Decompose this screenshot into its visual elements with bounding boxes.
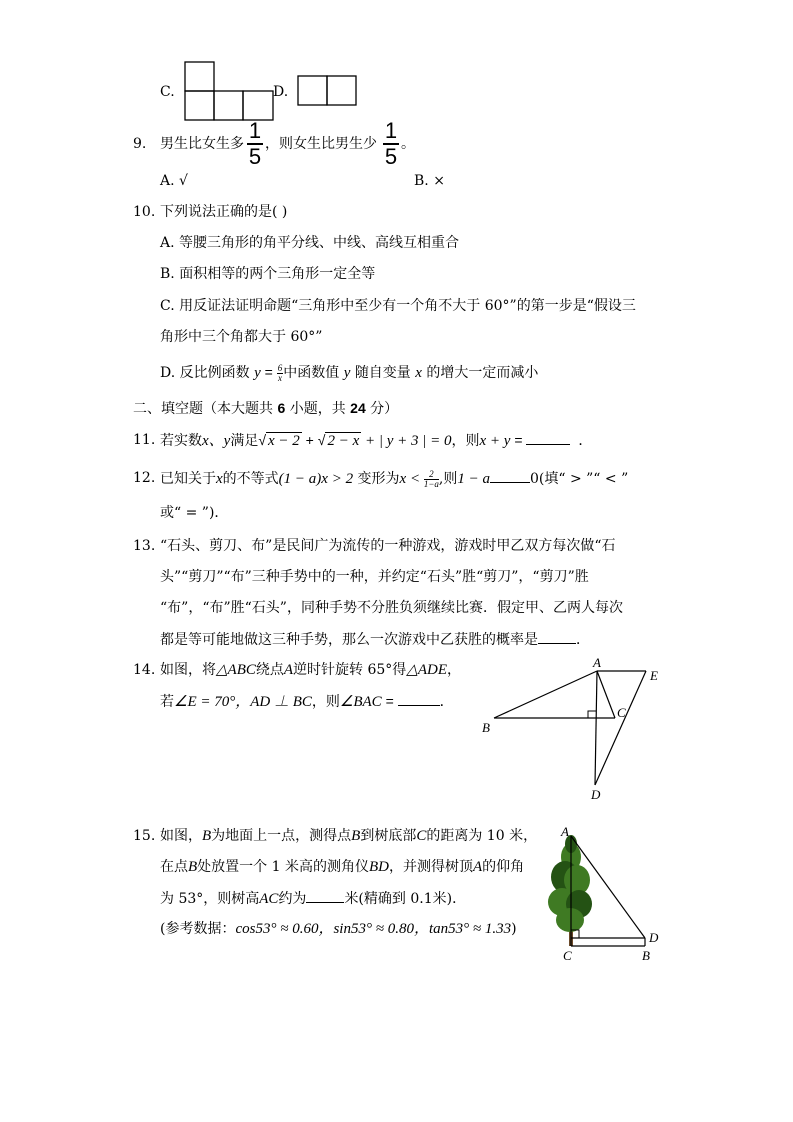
q15-number: 15. — [133, 828, 156, 844]
q10-option-a: A. 等腰三角形的角平分线、中线、高线互相重合 — [160, 235, 460, 251]
q12-answer-blank[interactable] — [490, 468, 530, 483]
q15-l1-pre: 如图， — [160, 828, 202, 844]
q15-l3-mid: 约为 — [278, 891, 307, 907]
q10-number: 10. — [133, 204, 156, 220]
q14-eq: = — [381, 693, 398, 709]
q8-option-d-figure — [297, 75, 359, 107]
q15-l3-pre: 为 53°，则树高 — [160, 891, 260, 907]
q12-text-2: 的不等式 — [222, 471, 279, 487]
q15-l1-end: 的距离为 10 米， — [426, 828, 538, 844]
q10-d-mid2: 随自变量 — [354, 365, 411, 381]
section-2-score: 24 — [350, 400, 366, 416]
q15-answer-blank[interactable] — [306, 888, 344, 903]
q11-sqrt-2: 2 − x — [327, 433, 360, 449]
q14-number: 14. — [133, 662, 156, 678]
q14-l2-end: ． — [439, 694, 454, 710]
q15-line-2 — [160, 857, 524, 877]
q15-line-3 — [160, 888, 466, 909]
q12-inequality: (1 − a)x > 2 — [278, 471, 354, 487]
q12-text-5: 0(填“ > ”“ < ” — [529, 471, 629, 487]
q15-l1-b2: B — [351, 828, 361, 844]
q15-ref-cos: cos53° ≈ 0.60， — [235, 921, 334, 937]
q15-ref-tan: tan53° ≈ 1.33 — [428, 921, 512, 937]
q12-number: 12. — [133, 470, 156, 486]
q11-number: 11. — [133, 432, 156, 448]
q15-l2-pre: 在点 — [160, 859, 188, 875]
q9-fraction-2-numerator: 1 — [384, 118, 398, 143]
q11-line: 若实数x、y满足√ x − 2 + √ 2 − x + | y + 3 | = 0，则x + y = ． — [160, 432, 593, 449]
tree-icon — [548, 835, 592, 946]
q11-eq: = — [510, 432, 527, 448]
q14-l1-mid: 绕点 — [255, 662, 284, 678]
q10-option-d — [160, 362, 538, 383]
q14-line-2 — [160, 691, 454, 712]
q10-d-x: x — [415, 365, 422, 381]
q10-option-c-line-1: C. 用反证法证明命题“三角形中至少有一个角不大于 60°”的第一步是“假设三 — [160, 298, 636, 314]
q10-d-post: 的增大一定而减小 — [426, 365, 539, 381]
q13-line-4-end: ． — [576, 632, 590, 648]
q8-option-c-net-figure — [184, 61, 276, 123]
q12-line-1 — [160, 468, 628, 489]
q15-label-c: C — [563, 948, 572, 963]
q15-l1-c: C — [416, 828, 427, 844]
q14-rotation-figure — [478, 655, 668, 805]
q12-fraction-den: 1−a — [423, 478, 439, 489]
q9-text-1: 男生比女生多 — [160, 136, 244, 152]
q14-angle-bac: ∠BAC — [339, 694, 382, 710]
q10-d-fraction-num: 6 — [277, 362, 283, 373]
q11-sqrt-1: x − 2 — [268, 433, 300, 449]
q13-number: 13. — [133, 538, 156, 554]
q14-label-c: C — [617, 705, 626, 720]
q11-vars: x、y — [202, 433, 231, 449]
q14-label-d: D — [591, 787, 601, 802]
q12-expr: 1 − a — [457, 471, 490, 487]
q15-ref-sin: sin53° ≈ 0.80， — [333, 921, 429, 937]
q14-label-a: A — [593, 655, 601, 670]
q14-l1-mid2: 逆时针旋转 65°得 — [293, 662, 407, 678]
q14-point-a: A — [283, 662, 294, 678]
q13-answer-blank[interactable] — [538, 629, 576, 644]
q12-text-4: ,则 — [438, 471, 458, 487]
q11-end: ． — [578, 433, 593, 449]
q9-option-b: B. × — [414, 173, 445, 189]
q11-abs-term: + | y + 3 | = 0 — [361, 433, 452, 449]
q10-d-prefix: D. 反比例函数 — [160, 365, 250, 381]
q12-lhs: x < — [399, 471, 424, 487]
q13-line-3: “布”，“布”胜“石头”，同种手势不分胜负须继续比赛．假定甲、乙两人每次 — [160, 600, 623, 616]
q12-x: x — [216, 471, 223, 487]
q11-text-2: 满足 — [230, 433, 259, 449]
section-2-mid: 小题，共 — [285, 401, 351, 417]
q10-option-b: B. 面积相等的两个三角形一定全等 — [160, 266, 376, 282]
q13-line-4 — [160, 629, 590, 650]
q9-option-a: A. √ — [160, 173, 188, 189]
q9-text-3: 。 — [401, 136, 415, 152]
q11-text-1: 若实数 — [160, 433, 202, 449]
q14-condition: ∠E = 70°，AD ⊥ BC — [174, 694, 312, 710]
q12-fraction — [424, 470, 439, 489]
q9-text-2: ，则女生比男生少 — [265, 136, 377, 152]
q10-option-c-line-2: 角形中三个角都大于 60°” — [160, 329, 323, 345]
q9-fraction-1-denominator: 5 — [248, 144, 262, 169]
q9-number: 9. — [133, 136, 147, 152]
q14-label-e: E — [650, 668, 658, 683]
section-2-count: 6 — [277, 400, 286, 416]
section-2-pre: 二、填空题（本大题共 — [133, 401, 278, 417]
q12-text-1: 已知关于 — [160, 471, 216, 487]
q15-line-4 — [160, 919, 517, 939]
q14-l1-end: ， — [447, 662, 462, 678]
q12-text-3: 变形为 — [353, 471, 400, 487]
q10-d-fraction-den: x — [277, 372, 282, 383]
q15-l4-end: ) — [511, 921, 517, 937]
q13-line-1: “石头、剪刀、布”是民间广为流传的一种游戏，游戏时甲乙双方每次做“石 — [160, 538, 616, 554]
q10-d-y2: y — [343, 365, 351, 381]
q15-l1-mid: 为地面上一点，测得点 — [211, 828, 352, 844]
q15-l3-ac: AC — [259, 891, 279, 907]
q8-option-c-label: C. — [160, 84, 175, 100]
q9-fraction-1 — [247, 120, 263, 168]
q13-line-2: 头”“剪刀”“布”三种手势中的一种，并约定“石头”胜“剪刀”，“剪刀”胜 — [160, 569, 589, 585]
q15-l3-end: 米(精确到 0.1米)． — [344, 891, 467, 907]
q15-label-d: D — [649, 930, 659, 945]
q15-tree-figure — [545, 822, 665, 964]
q15-l1-mid2: 到树底部 — [360, 828, 417, 844]
q10-d-y: y — [254, 365, 261, 381]
q14-triangle-ade: △ADE — [406, 662, 448, 678]
q13-line-4-text: 都是等可能地做这三种手势，那么一次游戏中乙获胜的概率是 — [160, 632, 538, 648]
q11-text-3: ，则 — [451, 433, 480, 449]
q15-l2-end: ，并测得树顶 — [388, 859, 473, 875]
q10-d-mid: 中函数值 — [283, 365, 340, 381]
q12-fraction-num: 2 — [424, 470, 439, 480]
q15-l2-bd: BD — [368, 859, 389, 875]
q11-plus: + — [301, 432, 318, 448]
q11-answer-blank[interactable] — [526, 430, 570, 445]
q11-expr: x + y — [479, 433, 511, 449]
q10-d-eq: = — [260, 364, 277, 380]
q15-label-a: A — [561, 824, 569, 839]
q15-l2-mid: 处放置一个 1 米高的测角仪 — [197, 859, 369, 875]
section-2-post: 分） — [365, 401, 399, 417]
q14-line-1 — [160, 660, 461, 680]
q14-triangle-abc: △ABC — [216, 662, 256, 678]
q9-fraction-2 — [383, 120, 399, 168]
q9-fraction-1-numerator: 1 — [248, 118, 262, 143]
q12-line-2: 或“ = ”)． — [160, 505, 229, 521]
q15-l1-b: B — [202, 828, 212, 844]
q15-label-b: B — [642, 948, 650, 963]
q14-label-b: B — [482, 720, 490, 735]
q9-fraction-2-denominator: 5 — [384, 144, 398, 169]
q14-l1-pre: 如图，将 — [160, 662, 216, 678]
q15-l2-end2: 的仰角 — [482, 859, 525, 875]
section-2-heading — [133, 398, 398, 419]
q15-line-1 — [160, 826, 537, 846]
q8-option-d-label: D. — [273, 84, 289, 100]
q10-stem: 下列说法正确的是( ) — [160, 204, 288, 220]
q14-l2-mid: ，则 — [311, 694, 340, 710]
q15-l2-a: A — [472, 859, 483, 875]
q15-l2-b: B — [188, 859, 198, 875]
q14-answer-blank[interactable] — [398, 691, 440, 706]
q15-l4-pre: (参考数据： — [160, 921, 236, 937]
q14-l2-pre: 若 — [160, 694, 174, 710]
